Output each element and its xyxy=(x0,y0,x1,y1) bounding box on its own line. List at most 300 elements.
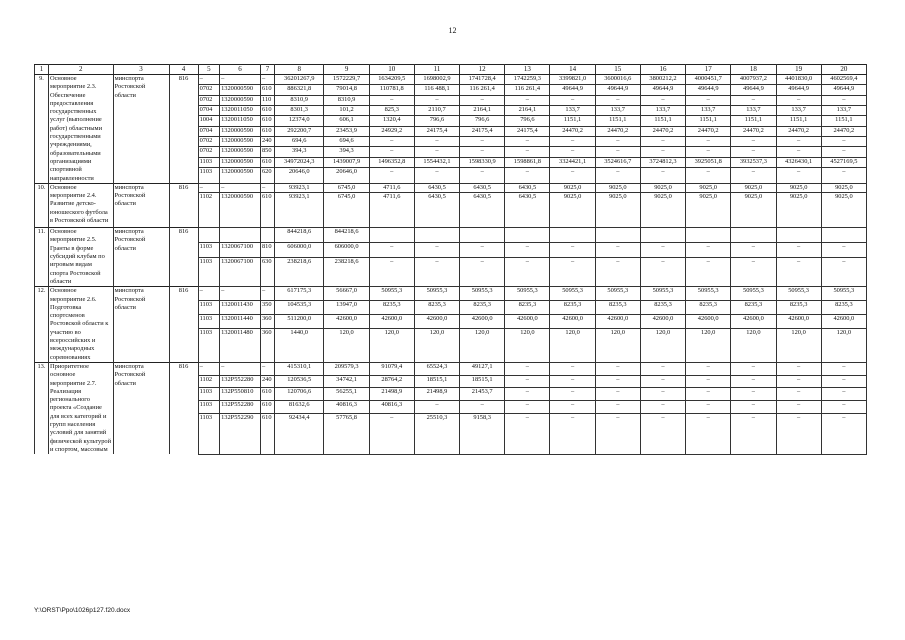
amount-cell: 34742,1 xyxy=(324,375,369,388)
column-number: 9 xyxy=(324,65,369,75)
column-number: 5 xyxy=(198,65,220,75)
budget-table xyxy=(34,64,867,455)
amount-cell: – xyxy=(731,243,776,258)
amount-cell: – xyxy=(686,362,731,375)
amount-cell: 617175,3 xyxy=(274,287,324,301)
budget-code-cell: 1320000590 xyxy=(220,136,261,146)
amount-cell: 24929,2 xyxy=(369,126,414,136)
amount-cell: – xyxy=(640,147,685,157)
budget-code-cell: 132P552290 xyxy=(220,413,261,454)
amount-cell: – xyxy=(686,243,731,258)
amount-cell: 24470,2 xyxy=(595,126,640,136)
amount-cell: – xyxy=(731,413,776,454)
amount-cell: 4527169,5 xyxy=(821,157,866,167)
budget-code-cell: 610 xyxy=(260,85,274,95)
column-number: 12 xyxy=(460,65,505,75)
amount-cell: 49644,9 xyxy=(595,85,640,95)
amount-cell: 20646,0 xyxy=(324,167,369,183)
budget-code-cell: 240 xyxy=(260,375,274,388)
budget-code-cell: 1102 xyxy=(198,193,220,228)
column-number: 11 xyxy=(414,65,459,75)
page-number: 12 xyxy=(448,26,457,35)
amount-cell: 91079,4 xyxy=(369,362,414,375)
amount-cell xyxy=(731,228,776,243)
amount-cell: 1741728,4 xyxy=(460,75,505,85)
event-name: Основное мероприятие 2.6. Подготовка спортсменов Ростовской области к участию во всероссийских и международных соревнованиях xyxy=(48,287,113,363)
amount-cell: 120,0 xyxy=(595,329,640,363)
amount-cell: 24470,2 xyxy=(731,126,776,136)
budget-code-cell: 610 xyxy=(260,388,274,401)
budget-code-cell: – xyxy=(220,287,261,301)
amount-cell: 9025,0 xyxy=(550,183,595,192)
budget-code-cell: 610 xyxy=(260,116,274,126)
amount-cell: 394,3 xyxy=(274,147,324,157)
amount-cell: – xyxy=(550,243,595,258)
budget-code-cell: – xyxy=(198,183,220,192)
budget-code-cell: 0702 xyxy=(198,85,220,95)
budget-code-cell: 1320000590 xyxy=(220,95,261,105)
amount-cell: 796,6 xyxy=(460,116,505,126)
budget-code-cell xyxy=(198,228,220,243)
amount-cell: 120,0 xyxy=(731,329,776,363)
amount-cell: – xyxy=(550,388,595,401)
amount-cell: – xyxy=(505,167,550,183)
amount-cell: – xyxy=(686,167,731,183)
amount-cell: 1151,1 xyxy=(640,116,685,126)
amount-cell: 6430,5 xyxy=(460,183,505,192)
amount-cell: – xyxy=(640,362,685,375)
budget-code-cell: 1320000590 xyxy=(220,157,261,167)
amount-cell: 1151,1 xyxy=(595,116,640,126)
amount-cell: – xyxy=(505,413,550,454)
budget-code-cell: – xyxy=(198,287,220,301)
amount-cell: 81632,6 xyxy=(274,400,324,413)
amount-cell: – xyxy=(731,375,776,388)
budget-code-cell: 610 xyxy=(260,105,274,115)
budget-code-cell: 132P550810 xyxy=(220,388,261,401)
amount-cell: 238218,6 xyxy=(274,257,324,286)
amount-cell: 3524616,7 xyxy=(595,157,640,167)
amount-cell: 8235,3 xyxy=(821,301,866,315)
amount-cell: – xyxy=(505,400,550,413)
amount-cell: 8235,3 xyxy=(369,301,414,315)
amount-cell xyxy=(776,228,821,243)
amount-cell: 1598861,8 xyxy=(505,157,550,167)
amount-cell xyxy=(460,228,505,243)
amount-cell: 24470,2 xyxy=(550,126,595,136)
amount-cell: – xyxy=(731,167,776,183)
amount-cell: – xyxy=(776,388,821,401)
amount-cell: 120,0 xyxy=(640,329,685,363)
amount-cell: 9025,0 xyxy=(776,183,821,192)
amount-cell: 49644,9 xyxy=(640,85,685,95)
amount-cell: 133,7 xyxy=(550,105,595,115)
budget-code-cell: 132P552280 xyxy=(220,400,261,413)
amount-cell: – xyxy=(369,136,414,146)
amount-cell: 28764,2 xyxy=(369,375,414,388)
budget-code-cell: 810 xyxy=(260,243,274,258)
amount-cell: – xyxy=(821,413,866,454)
amount-cell: 101,2 xyxy=(324,105,369,115)
amount-cell: 2164,1 xyxy=(505,105,550,115)
amount-cell: 42600,0 xyxy=(595,315,640,329)
amount-cell: 1151,1 xyxy=(686,116,731,126)
budget-code-cell: 1103 xyxy=(198,413,220,454)
amount-cell: 8235,3 xyxy=(640,301,685,315)
amount-cell: – xyxy=(369,147,414,157)
amount-cell: 886321,8 xyxy=(274,85,324,95)
column-number: 14 xyxy=(550,65,595,75)
amount-cell: 56255,1 xyxy=(324,388,369,401)
amount-cell: 120,0 xyxy=(776,329,821,363)
budget-code-cell: 350 xyxy=(260,301,274,315)
amount-cell: 42600,0 xyxy=(686,315,731,329)
amount-cell: 56667,0 xyxy=(324,287,369,301)
amount-cell: 8235,3 xyxy=(460,301,505,315)
amount-cell: 3800212,2 xyxy=(640,75,685,85)
amount-cell: 93923,1 xyxy=(274,183,324,192)
amount-cell: 116 261,4 xyxy=(460,85,505,95)
amount-cell: – xyxy=(821,243,866,258)
amount-cell: – xyxy=(595,243,640,258)
column-number: 13 xyxy=(505,65,550,75)
amount-cell: – xyxy=(776,413,821,454)
amount-cell: 49644,9 xyxy=(821,85,866,95)
amount-cell: – xyxy=(550,167,595,183)
budget-code-cell: – xyxy=(260,287,274,301)
amount-cell: – xyxy=(686,388,731,401)
budget-code-cell: – xyxy=(260,183,274,192)
budget-code-cell: – xyxy=(220,362,261,375)
amount-cell: 133,7 xyxy=(595,105,640,115)
table-body xyxy=(35,65,867,455)
amount-cell: 1151,1 xyxy=(550,116,595,126)
amount-cell: – xyxy=(505,375,550,388)
amount-cell: 6745,0 xyxy=(324,193,369,228)
budget-code-cell: 1320000590 xyxy=(220,126,261,136)
amount-cell: – xyxy=(595,257,640,286)
budget-code-cell: 1004 xyxy=(198,116,220,126)
amount-cell: 6430,5 xyxy=(505,183,550,192)
amount-cell: – xyxy=(776,243,821,258)
budget-code-cell: 360 xyxy=(260,329,274,363)
amount-cell: 2110,7 xyxy=(414,105,459,115)
amount-cell: 42600,0 xyxy=(414,315,459,329)
amount-cell: 42600,0 xyxy=(640,315,685,329)
budget-code-cell: 0704 xyxy=(198,126,220,136)
row-number: 13. xyxy=(35,362,49,454)
amount-cell xyxy=(414,228,459,243)
amount-cell: 24175,4 xyxy=(460,126,505,136)
column-number: 16 xyxy=(640,65,685,75)
amount-cell: – xyxy=(369,413,414,454)
amount-cell: – xyxy=(821,388,866,401)
amount-cell: 133,7 xyxy=(821,105,866,115)
amount-cell: 57765,8 xyxy=(324,413,369,454)
amount-cell: 93923,1 xyxy=(274,193,324,228)
column-number: 2 xyxy=(48,65,113,75)
amount-cell: 21498,9 xyxy=(369,388,414,401)
amount-cell: 1572229,7 xyxy=(324,75,369,85)
amount-cell: – xyxy=(369,257,414,286)
amount-cell: – xyxy=(731,388,776,401)
grbs-code: 816 xyxy=(169,75,198,184)
amount-cell: – xyxy=(505,362,550,375)
budget-code-cell: 610 xyxy=(260,400,274,413)
amount-cell: – xyxy=(821,400,866,413)
amount-cell: – xyxy=(595,167,640,183)
budget-code-cell: 1103 xyxy=(198,388,220,401)
column-number: 4 xyxy=(169,65,198,75)
amount-cell: 606000,0 xyxy=(274,243,324,258)
budget-code-cell: 0702 xyxy=(198,136,220,146)
amount-cell: – xyxy=(731,95,776,105)
amount-cell: 49644,9 xyxy=(686,85,731,95)
budget-code-cell: 610 xyxy=(260,193,274,228)
amount-cell: 50955,3 xyxy=(595,287,640,301)
amount-cell: 415310,1 xyxy=(274,362,324,375)
amount-cell: – xyxy=(505,136,550,146)
amount-cell: – xyxy=(595,95,640,105)
amount-cell: – xyxy=(640,388,685,401)
amount-cell: 8235,3 xyxy=(550,301,595,315)
amount-cell: 8235,3 xyxy=(686,301,731,315)
budget-code-cell: – xyxy=(220,75,261,85)
budget-code-cell: 0702 xyxy=(198,147,220,157)
amount-cell: 1151,1 xyxy=(776,116,821,126)
amount-cell: 1698002,9 xyxy=(414,75,459,85)
executor: минспорта Ростовской области xyxy=(113,287,169,363)
budget-code-cell: 1103 xyxy=(198,257,220,286)
amount-cell: – xyxy=(776,147,821,157)
amount-cell: 120,0 xyxy=(414,329,459,363)
budget-code-cell: 1320000590 xyxy=(220,193,261,228)
amount-cell xyxy=(369,228,414,243)
amount-cell: 844218,6 xyxy=(324,228,369,243)
budget-code-cell: 620 xyxy=(260,167,274,183)
amount-cell: 50955,3 xyxy=(640,287,685,301)
amount-cell: 238218,6 xyxy=(324,257,369,286)
amount-cell: – xyxy=(505,257,550,286)
amount-cell: 120,0 xyxy=(505,329,550,363)
row-number: 12. xyxy=(35,287,49,363)
amount-cell: 120,0 xyxy=(821,329,866,363)
amount-cell: 694,6 xyxy=(274,136,324,146)
budget-code-cell: 1320000590 xyxy=(220,147,261,157)
amount-cell: – xyxy=(595,375,640,388)
amount-cell: – xyxy=(821,147,866,157)
budget-code-cell: 610 xyxy=(260,126,274,136)
event-name: Основное мероприятие 2.4. Развитие детско-юношеского футбола в Ростовской области xyxy=(48,183,113,227)
grbs-code: 816 xyxy=(169,183,198,227)
amount-cell: 40816,3 xyxy=(369,400,414,413)
amount-cell: 24470,2 xyxy=(776,126,821,136)
amount-cell: – xyxy=(640,413,685,454)
amount-cell: – xyxy=(595,362,640,375)
amount-cell: 49644,9 xyxy=(776,85,821,95)
amount-cell: 6430,5 xyxy=(505,193,550,228)
budget-code-cell: 1320067100 xyxy=(220,257,261,286)
amount-cell: – xyxy=(640,243,685,258)
amount-cell: – xyxy=(505,95,550,105)
amount-cell: 9025,0 xyxy=(686,183,731,192)
amount-cell: 1634209,5 xyxy=(369,75,414,85)
amount-cell: – xyxy=(550,136,595,146)
budget-code-cell: 1320011430 xyxy=(220,301,261,315)
amount-cell: 42600,0 xyxy=(324,315,369,329)
amount-cell: – xyxy=(505,243,550,258)
amount-cell: 1320,4 xyxy=(369,116,414,126)
amount-cell: – xyxy=(550,375,595,388)
table-row xyxy=(35,287,867,301)
budget-code-cell: 132P552280 xyxy=(220,375,261,388)
amount-cell: 9025,0 xyxy=(640,193,685,228)
amount-cell: 50955,3 xyxy=(686,287,731,301)
amount-cell: 9025,0 xyxy=(595,183,640,192)
amount-cell: – xyxy=(369,95,414,105)
budget-code-cell: – xyxy=(220,183,261,192)
amount-cell: 42600,0 xyxy=(550,315,595,329)
amount-cell: – xyxy=(640,257,685,286)
budget-code-cell: 1102 xyxy=(198,375,220,388)
amount-cell: – xyxy=(821,167,866,183)
amount-cell: – xyxy=(414,167,459,183)
amount-cell: 42600,0 xyxy=(505,315,550,329)
column-number: 1 xyxy=(35,65,49,75)
amount-cell: 120,0 xyxy=(369,329,414,363)
budget-code-cell: 1103 xyxy=(198,157,220,167)
column-number: 17 xyxy=(686,65,731,75)
file-path-footer: Y:\ORST\Ppo\1026p127.f20.docx xyxy=(34,607,131,614)
amount-cell: 9025,0 xyxy=(640,183,685,192)
amount-cell: 6430,5 xyxy=(460,193,505,228)
amount-cell: – xyxy=(686,136,731,146)
budget-code-cell: 1103 xyxy=(198,400,220,413)
budget-code-cell: 1320011440 xyxy=(220,315,261,329)
amount-cell: – xyxy=(595,400,640,413)
amount-cell xyxy=(640,228,685,243)
amount-cell: 9025,0 xyxy=(686,193,731,228)
budget-code-cell: 0704 xyxy=(198,105,220,115)
amount-cell: 50955,3 xyxy=(821,287,866,301)
amount-cell: 21453,7 xyxy=(460,388,505,401)
amount-cell: 104535,3 xyxy=(274,301,324,315)
table-row xyxy=(35,183,867,192)
amount-cell: – xyxy=(776,257,821,286)
table-row xyxy=(35,228,867,243)
row-number: 10. xyxy=(35,183,49,227)
amount-cell: 9025,0 xyxy=(821,193,866,228)
amount-cell: 133,7 xyxy=(731,105,776,115)
amount-cell: 120,0 xyxy=(550,329,595,363)
amount-cell: 24175,4 xyxy=(414,126,459,136)
amount-cell: 2164,1 xyxy=(460,105,505,115)
amount-cell: 50955,3 xyxy=(731,287,776,301)
amount-cell: 8310,9 xyxy=(274,95,324,105)
amount-cell: – xyxy=(776,136,821,146)
amount-cell xyxy=(505,228,550,243)
amount-cell: 42600,0 xyxy=(369,315,414,329)
amount-cell: – xyxy=(821,375,866,388)
amount-cell: 120,0 xyxy=(460,329,505,363)
budget-code-cell xyxy=(220,228,261,243)
amount-cell: – xyxy=(460,257,505,286)
amount-cell: – xyxy=(460,167,505,183)
amount-cell: – xyxy=(640,95,685,105)
amount-cell: – xyxy=(731,400,776,413)
amount-cell: 92434,4 xyxy=(274,413,324,454)
budget-code-cell: – xyxy=(260,362,274,375)
amount-cell: 9025,0 xyxy=(731,193,776,228)
amount-cell: 18515,1 xyxy=(414,375,459,388)
column-number: 10 xyxy=(369,65,414,75)
amount-cell: 50955,3 xyxy=(776,287,821,301)
amount-cell: – xyxy=(821,95,866,105)
column-number: 19 xyxy=(776,65,821,75)
amount-cell: 606000,0 xyxy=(324,243,369,258)
executor: минспорта Ростовской области xyxy=(113,183,169,227)
budget-code-cell: 1103 xyxy=(198,301,220,315)
amount-cell: 1439007,9 xyxy=(324,157,369,167)
amount-cell: 6430,5 xyxy=(414,183,459,192)
amount-cell: 133,7 xyxy=(686,105,731,115)
amount-cell: – xyxy=(640,375,685,388)
amount-cell: 209579,3 xyxy=(324,362,369,375)
amount-cell: 50955,3 xyxy=(414,287,459,301)
amount-cell: 18515,1 xyxy=(460,375,505,388)
amount-cell: 36201267,9 xyxy=(274,75,324,85)
amount-cell: – xyxy=(686,147,731,157)
amount-cell: – xyxy=(369,243,414,258)
amount-cell: – xyxy=(414,147,459,157)
executor: минспорта Ростовской области xyxy=(113,362,169,454)
amount-cell: 6430,5 xyxy=(414,193,459,228)
amount-cell: 42600,0 xyxy=(776,315,821,329)
amount-cell: 4711,6 xyxy=(369,183,414,192)
amount-cell: 511200,0 xyxy=(274,315,324,329)
amount-cell: 42600,0 xyxy=(731,315,776,329)
amount-cell: – xyxy=(686,257,731,286)
amount-cell: 42600,0 xyxy=(460,315,505,329)
amount-cell: – xyxy=(550,147,595,157)
amount-cell: 21498,9 xyxy=(414,388,459,401)
amount-cell: 42600,0 xyxy=(821,315,866,329)
amount-cell: – xyxy=(369,167,414,183)
budget-code-cell: 1103 xyxy=(198,315,220,329)
grbs-code: 816 xyxy=(169,287,198,363)
amount-cell: 133,7 xyxy=(776,105,821,115)
amount-cell: 25510,3 xyxy=(414,413,459,454)
amount-cell: 24470,2 xyxy=(686,126,731,136)
amount-cell: – xyxy=(550,257,595,286)
amount-cell: 20646,0 xyxy=(274,167,324,183)
amount-cell: – xyxy=(460,147,505,157)
amount-cell: – xyxy=(821,362,866,375)
column-number: 3 xyxy=(113,65,169,75)
amount-cell: 825,3 xyxy=(369,105,414,115)
amount-cell: – xyxy=(505,147,550,157)
amount-cell: – xyxy=(414,400,459,413)
amount-cell: – xyxy=(686,413,731,454)
budget-code-cell: 0702 xyxy=(198,95,220,105)
amount-cell: 50955,3 xyxy=(460,287,505,301)
amount-cell: 3724812,3 xyxy=(640,157,685,167)
amount-cell: 9158,3 xyxy=(460,413,505,454)
amount-cell: – xyxy=(460,243,505,258)
amount-cell: 13947,0 xyxy=(324,301,369,315)
column-number: 15 xyxy=(595,65,640,75)
amount-cell: 50955,3 xyxy=(369,287,414,301)
